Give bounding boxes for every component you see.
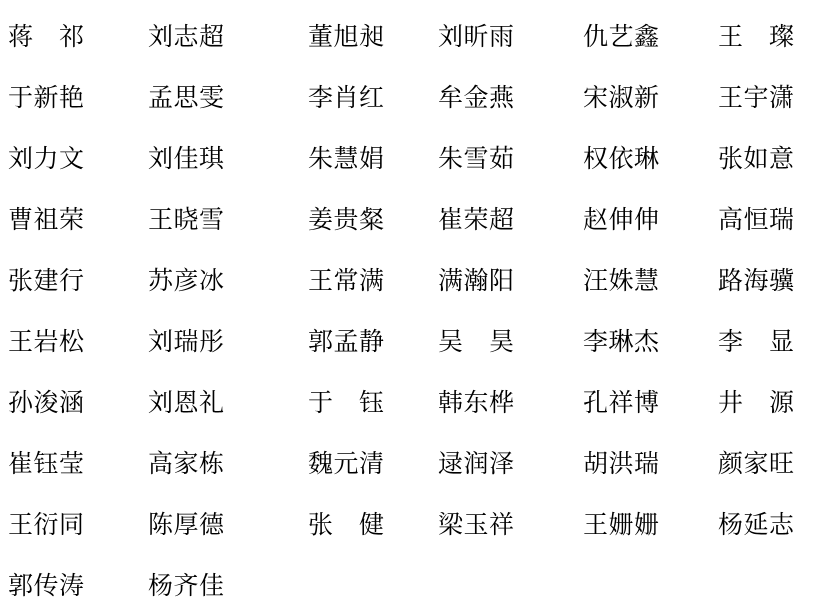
name-cell: 王晓雪 <box>148 205 225 234</box>
name-cell: 宋淑新 <box>583 83 660 112</box>
name-cell: 王宇潇 <box>718 83 795 112</box>
name-cell: 汪姝慧 <box>583 266 660 295</box>
name-cell: 吴 昊 <box>438 327 515 356</box>
name-cell: 梁玉祥 <box>438 510 515 539</box>
name-cell: 刘瑞彤 <box>148 327 225 356</box>
name-cell: 朱雪茹 <box>438 144 515 173</box>
name-cell: 崔钰莹 <box>8 449 85 478</box>
name-cell: 王姗姗 <box>583 510 660 539</box>
name-cell: 刘力文 <box>8 144 85 173</box>
name-cell: 刘佳琪 <box>148 144 225 173</box>
name-cell: 姜贵粲 <box>308 205 385 234</box>
name-cell: 崔荣超 <box>438 205 515 234</box>
name-cell: 苏彦冰 <box>148 266 225 295</box>
name-cell: 王岩松 <box>8 327 85 356</box>
name-cell: 张 健 <box>308 510 385 539</box>
name-cell: 牟金燕 <box>438 83 515 112</box>
name-cell: 孔祥博 <box>583 388 660 417</box>
name-cell: 满瀚阳 <box>438 266 515 295</box>
name-cell: 井 源 <box>718 388 795 417</box>
name-cell: 胡洪瑞 <box>583 449 660 478</box>
name-cell: 王衍同 <box>8 510 85 539</box>
name-cell: 王常满 <box>308 266 385 295</box>
name-cell: 魏元清 <box>308 449 385 478</box>
name-cell: 李琳杰 <box>583 327 660 356</box>
name-cell: 蒋 祁 <box>8 22 85 51</box>
name-cell: 韩东桦 <box>438 388 515 417</box>
name-cell: 颜家旺 <box>718 449 795 478</box>
name-cell: 路海骥 <box>718 266 795 295</box>
name-cell: 王 璨 <box>718 22 795 51</box>
name-cell: 仇艺鑫 <box>583 22 660 51</box>
name-cell: 郭传涛 <box>8 571 85 600</box>
name-cell: 李肖红 <box>308 83 385 112</box>
name-cell: 赵伸伸 <box>583 205 660 234</box>
name-cell: 朱慧娟 <box>308 144 385 173</box>
name-cell: 张如意 <box>718 144 795 173</box>
name-cell: 高恒瑞 <box>718 205 795 234</box>
name-cell: 于 钰 <box>308 388 385 417</box>
name-cell: 刘志超 <box>148 22 225 51</box>
name-cell: 杨延志 <box>718 510 795 539</box>
name-cell: 曹祖荣 <box>8 205 85 234</box>
name-cell: 孟思雯 <box>148 83 225 112</box>
name-cell: 于新艳 <box>8 83 85 112</box>
name-cell: 李 显 <box>718 327 795 356</box>
name-cell: 高家栋 <box>148 449 225 478</box>
name-cell: 权依琳 <box>583 144 660 173</box>
name-cell: 逯润泽 <box>438 449 515 478</box>
name-cell: 刘恩礼 <box>148 388 225 417</box>
name-cell: 张建行 <box>8 266 85 295</box>
name-cell: 孙浚涵 <box>8 388 85 417</box>
name-cell: 刘昕雨 <box>438 22 515 51</box>
name-cell: 郭孟静 <box>308 327 385 356</box>
name-cell: 董旭昶 <box>308 22 385 51</box>
name-cell: 杨齐佳 <box>148 571 225 600</box>
name-cell: 陈厚德 <box>148 510 225 539</box>
